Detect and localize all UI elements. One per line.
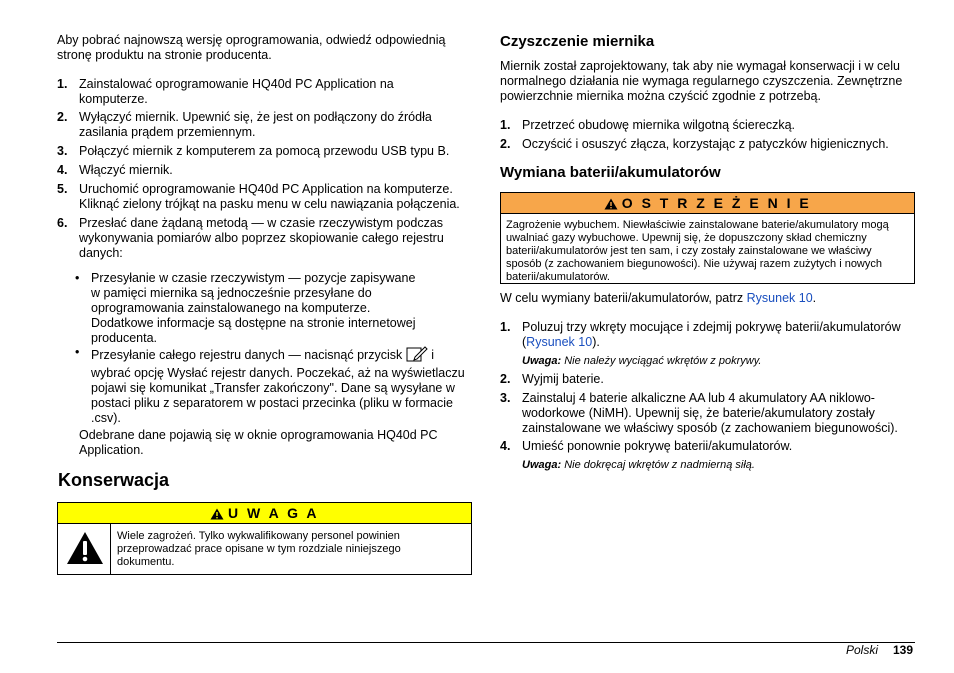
outro-text: Odebrane dane pojawią się w oknie oprogramowania HQ40d PC Application. — [79, 428, 438, 457]
caution-text: Wiele zagrożeń. Tylko wykwalifikowany personel powinien przeprowadzać prace opisane w tym rozdziale niniejszego dokumentu. — [117, 530, 401, 568]
battery-intro-text: W celu wymiany baterii/akumulatorów, patrz Rysunek 10. — [500, 291, 817, 305]
list-item: 1. Zainstalować oprogramowanie HQ40d PC Application na komputerze. — [57, 77, 394, 106]
list-item: 2. Wyłączyć miernik. Upewnić się, że jest on podłączony do źródła zasilania prądem przemiennym. — [57, 110, 432, 139]
note: Uwaga: Nie należy wyciągać wkrętów z pokrywy. — [522, 355, 762, 367]
figure-link[interactable]: Rysunek 10 — [526, 335, 593, 349]
footer-language: Polski — [846, 643, 879, 657]
list-item: 3. Połączyć miernik z komputerem za pomocą przewodu USB typu B. — [57, 144, 450, 158]
list-item: 2. Oczyścić i osuszyć złącza, korzystając z patyczków higienicznych. — [500, 137, 889, 151]
bullet-item: • Przesyłanie w czasie rzeczywistym — pozycje zapisywane w pamięci miernika są jednocześnie przesyłane do oprogramowania zainstalowanego na komputerze. Dodatkowe informacje są dostępne na stronie internetowej producenta. — [75, 271, 416, 345]
footer-divider — [57, 642, 915, 643]
list-item: 4. Włączyć miernik. — [57, 163, 173, 177]
note: Uwaga: Nie dokręcaj wkrętów z nadmierną siłą. — [522, 459, 755, 471]
figure-link[interactable]: Rysunek 10 — [746, 291, 813, 305]
bullet-item: • Przesyłanie całego rejestru danych — nacisnąć przycisk i wybrać opcję Wysłać rejestr danych. Poczekać, aż na wyświetlaczu pojawi się komunikat „Transfer zakończony". Dane są wysyłane w postaci pliku z separatorem w postaci przecinka (pliku w formacie .csv). — [75, 345, 465, 425]
caution-box — [57, 502, 472, 575]
section-heading: Czyszczenie miernika — [500, 33, 655, 50]
list-item: 4. Umieść ponownie pokrywę baterii/akumulatorów. — [500, 439, 793, 453]
list-item: 1. Poluzuj trzy wkręty mocujące i zdejmij pokrywę baterii/akumulatorów (Rysunek 10). — [500, 320, 901, 349]
caution-header: U W A G A — [58, 503, 471, 524]
list-item: 3. Zainstaluj 4 baterie alkaliczne AA lub 4 akumulatory AA niklowo-wodorkowe (NiMH). Upewnij się, że baterie/akumulatory zostały zainstalowane we właściwy sposób (z zachowaniem biegunowości). — [500, 391, 898, 435]
hazard-icon — [66, 531, 104, 569]
list-item: 6. Przesłać dane żądaną metodą — w czasie rzeczywistym podczas wykonywania pomiarów albo poprzez skopiowanie całego rejestru danych: — [57, 216, 444, 260]
pencil-icon — [406, 345, 428, 366]
warning-box — [500, 192, 915, 284]
clean-intro-text: Miernik został zaprojektowany, tak aby nie wymagał konserwacji i w celu normalnego działania nie wymaga regularnego czyszczenia. Zewnętrzne powierzchnie miernika można czyścić zgodnie z potrzebą. — [500, 59, 903, 103]
warning-triangle-icon — [604, 195, 618, 215]
section-heading: Wymiana baterii/akumulatorów — [500, 164, 721, 181]
page-number: 139 — [893, 643, 914, 657]
warning-header: O S T R Z E Ż E N I E — [501, 193, 914, 214]
warning-text: Zagrożenie wybuchem. Niewłaściwie zainstalowane baterie/akumulatory mogą uwalniać gazy wybuchowe. Upewnij się, że dopuszczony skład chemiczny baterii/akumulatorów jest ten sam, i czy zostały zainstalowane we właściwy sposób (z zachowaniem biegunowości). Nie używaj razem zużytych i nowych baterii/akumulatorów. — [506, 219, 889, 283]
intro-text: Aby pobrać najnowszą wersję oprogramowania, odwiedź odpowiednią stronę produktu na stronie producenta. — [57, 33, 446, 62]
list-item: 2. Wyjmij baterie. — [500, 372, 604, 386]
warning-triangle-icon — [210, 505, 224, 525]
list-item: 1. Przetrzeć obudowę miernika wilgotną ściereczką. — [500, 118, 796, 132]
section-heading: Konserwacja — [58, 470, 170, 490]
list-item: 5. Uruchomić oprogramowanie HQ40d PC Application na komputerze. Kliknąć zielony trójkąt na pasku menu w celu nawiązania połączenia. — [57, 182, 460, 211]
